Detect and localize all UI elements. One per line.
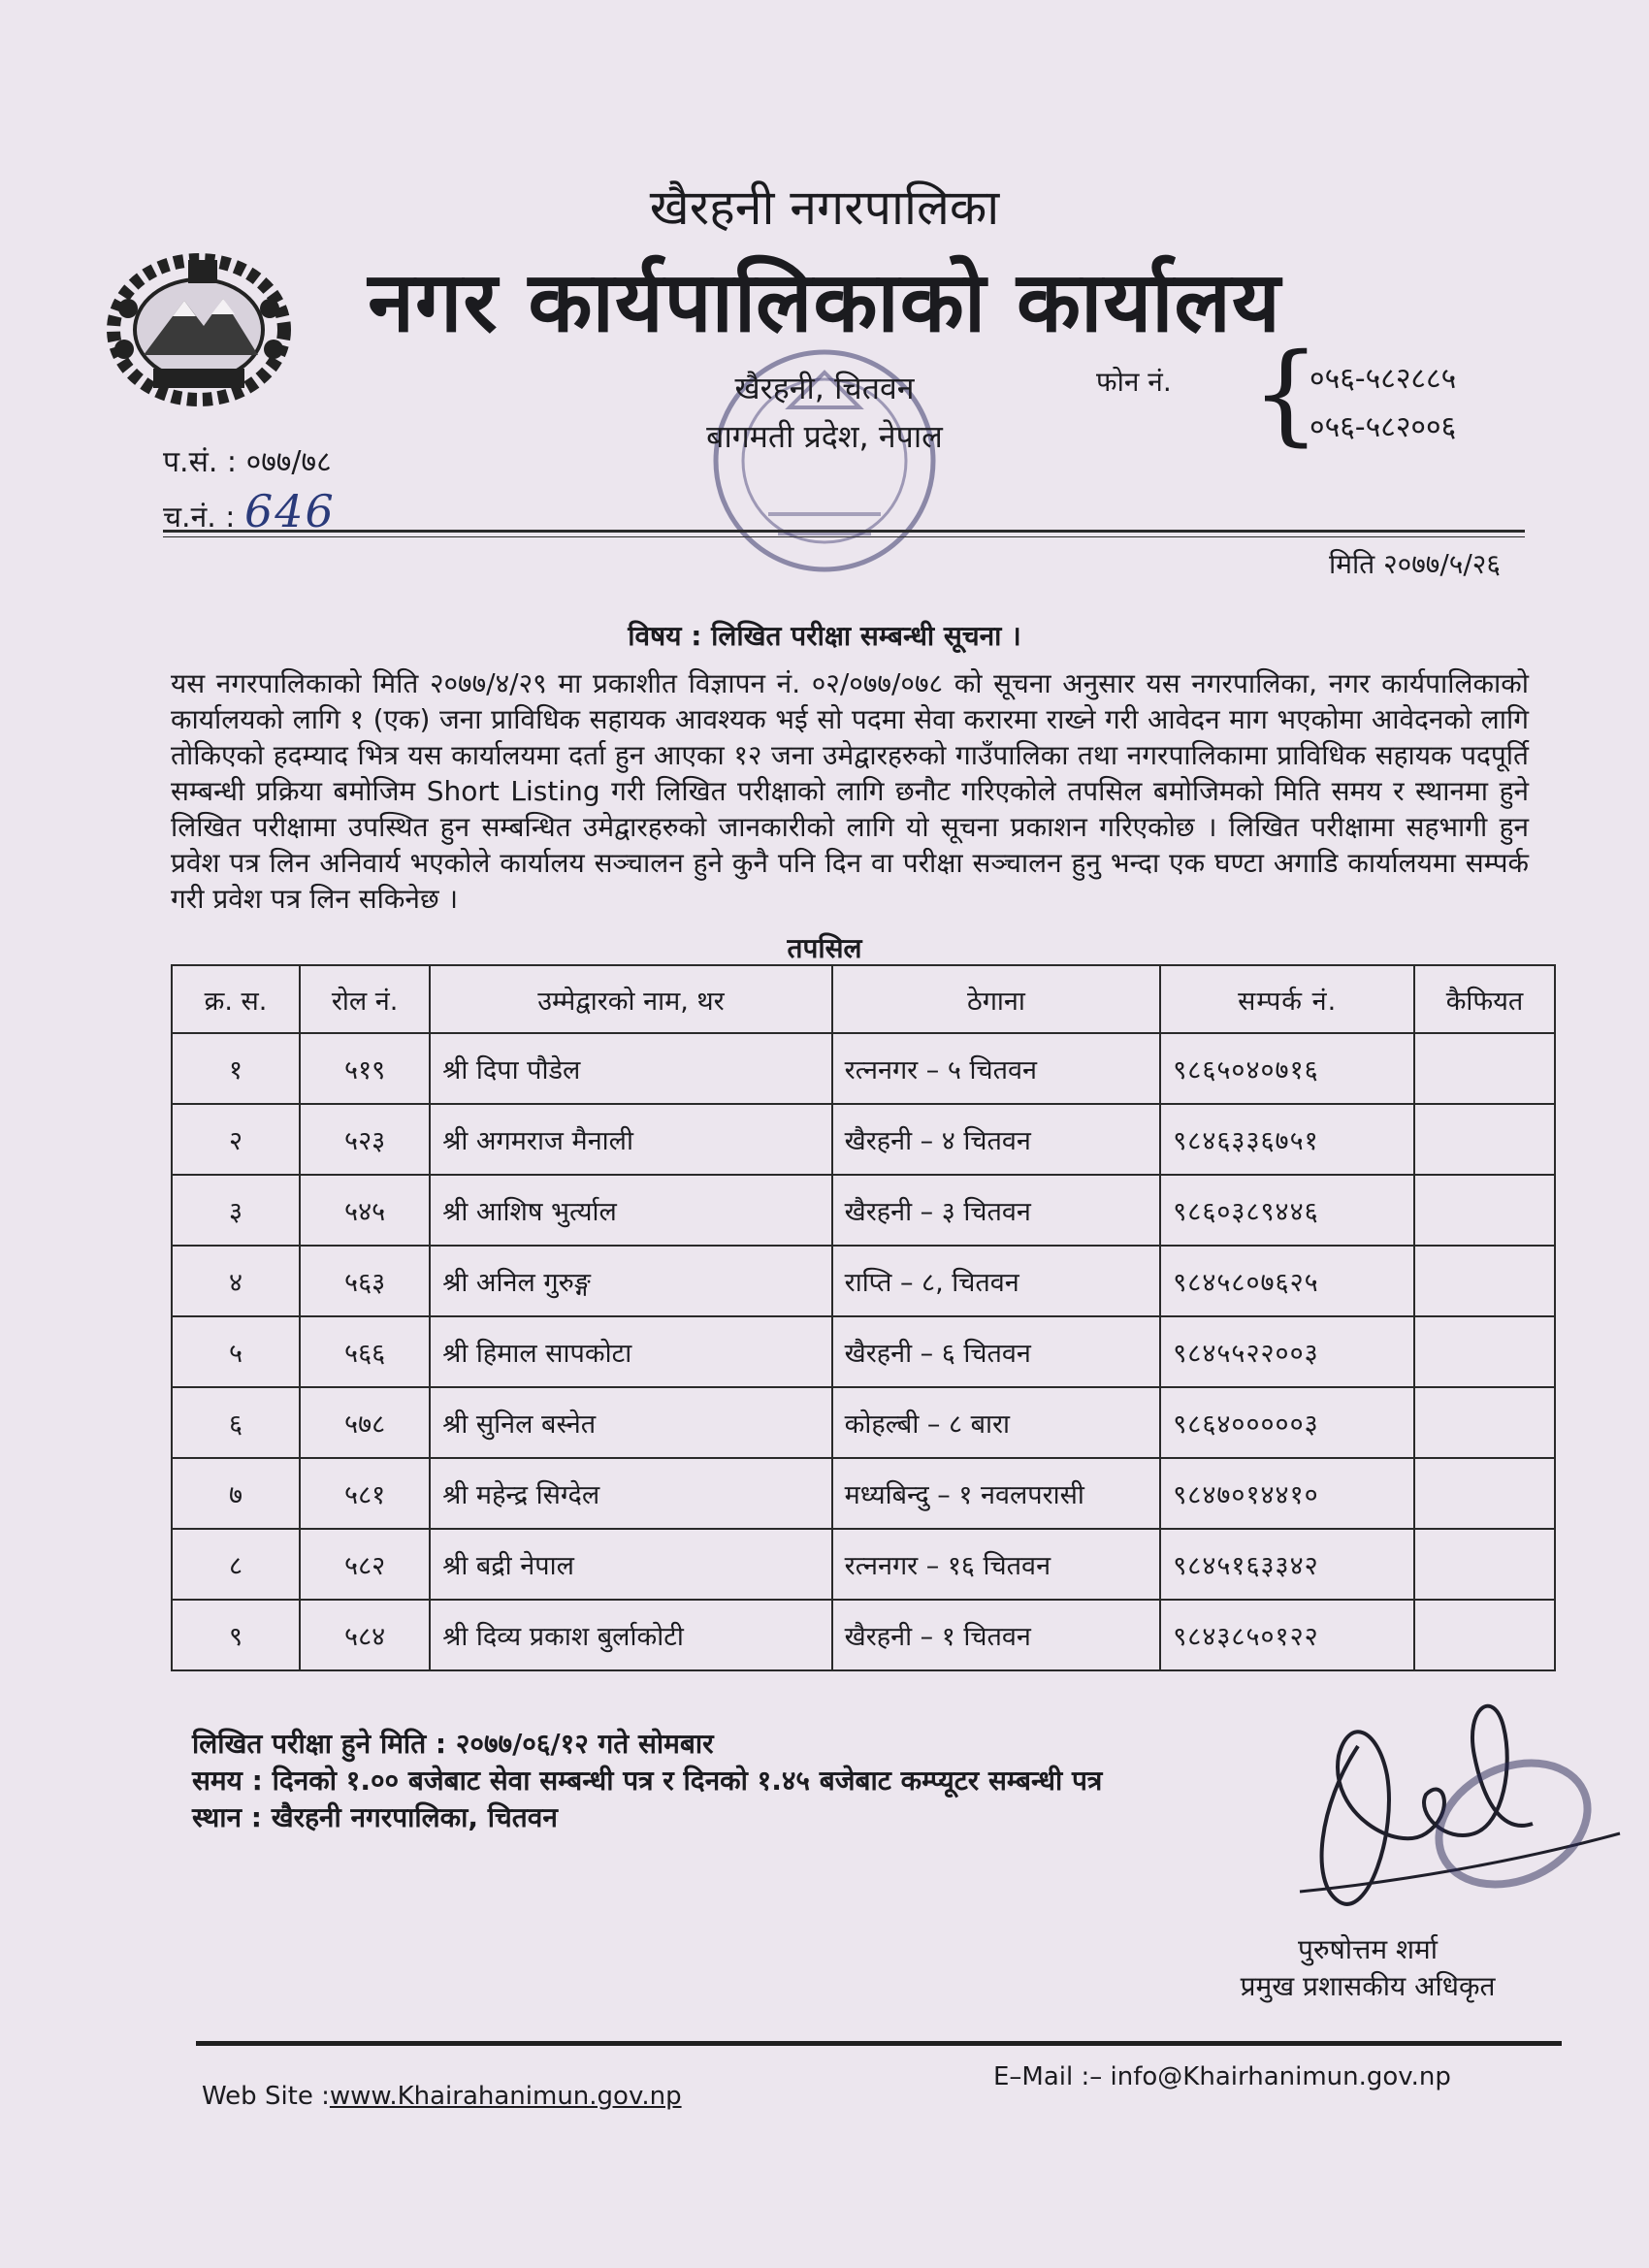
table-row [172,1175,1555,1246]
table-row [172,1316,1555,1387]
cell-roll: ५८४ [300,1600,430,1670]
cell-address: मध्यबिन्दु – १ नवलपरासी [832,1458,1161,1529]
table-row [172,1033,1555,1104]
cell-serial: १ [172,1033,300,1104]
cell-address: खैरहनी – ६ चितवन [832,1316,1161,1387]
cell-name: श्री हिमाल सापकोटा [430,1316,831,1387]
cell-serial: ३ [172,1175,300,1246]
cell-roll: ५१९ [300,1033,430,1104]
table-row [172,1529,1555,1600]
cell-serial: ८ [172,1529,300,1600]
signatory-name: पुरुषोत्तम शर्मा [1297,1933,1439,1965]
exam-date: लिखित परीक्षा हुने मिति : २०७७/०६/१२ गते सोमबार [192,1728,714,1760]
cell-name: श्री अनिल गुरुङ्ग [430,1246,831,1316]
signatory-title: प्रमुख प्रशासकीय अधिकृत [1240,1970,1496,2002]
table-row [172,1458,1555,1529]
table-row [172,1104,1555,1175]
cell-contact: ९८४५१६३३४२ [1160,1529,1414,1600]
exam-venue: स्थान : खैरहनी नगरपालिका, चितवन [192,1801,558,1833]
table-row [172,1600,1555,1670]
header-contact: सम्पर्क नं. [1160,965,1414,1033]
dispatch-label: च.नं. : [163,501,236,535]
header-remarks: कैफियत [1414,965,1555,1033]
cell-roll: ५७८ [300,1387,430,1458]
cell-address: खैरहनी – ४ चितवन [832,1104,1161,1175]
cell-remarks [1414,1316,1555,1387]
header-divider [163,530,1525,533]
address-line-2: बागमती प्रदेश, नेपाल [706,418,943,455]
cell-remarks [1414,1387,1555,1458]
signature-icon [1280,1688,1630,1940]
cell-remarks [1414,1458,1555,1529]
cell-roll: ५८२ [300,1529,430,1600]
reference-number [163,440,332,480]
cell-name: श्री सुनिल बस्नेत [430,1387,831,1458]
cell-contact: ९८६४०००००३ [1160,1387,1414,1458]
municipality-name: खैरहनी नगरपालिका [649,179,1000,236]
cell-name: श्री दिपा पौडेल [430,1033,831,1104]
website [202,2082,682,2111]
cell-address: राप्ति – ८, चितवन [832,1246,1161,1316]
footer-divider [196,2041,1562,2046]
cell-remarks [1414,1246,1555,1316]
cell-name: श्री आशिष भुर्त्याल [430,1175,831,1246]
reference-value: ०७७/७८ [245,445,332,479]
reference-label: प.सं. : [163,445,238,479]
notice-body: यस नगरपालिकाको मिति २०७७/४/२९ मा प्रकाशीत विज्ञापन नं. ०२/०७७/०७८ को सूचना अनुसार यस नगरपालिका, नगर कार्यपालिकाको कार्यालयको लागि १ (एक) जना प्राविधिक सहायक आवश्यक भई सो पदमा सेवा करारमा राख्ने गरी आवेदन माग भएकोमा आवेदनको लागि तोकिएको हदम्याद भित्र यस कार्यालयमा दर्ता हुन आएका १२ जना उमेद्वारहरुको गाउँपालिका तथा नगरपालिकामा प्राविधिक सहायक पदपूर्ति सम्बन्धी प्रक्रिया बमोजिम Short Listing गरी लिखित परीक्षाको लागि छनौट गरिएकोले तपसिल बमोजिमको मिति समय र स्थानमा हुने लिखित परीक्षामा उपस्थित हुन सम्बन्धित उमेद्वारहरुको जानकारीको लागि यो सूचना प्रकाशन गरिएकोछ । लिखित परीक्षामा सहभागी हुन प्रवेश पत्र लिन अनिवार्य भएकोले कार्यालय सञ्चालन हुने कुनै पनि दिन वा परीक्षा सञ्चालन हुनु भन्दा एक घण्टा अगाडि कार्यालयमा सम्पर्क गरी प्रवेश पत्र लिन सकिनेछ । [171,667,1529,915]
cell-roll: ५८१ [300,1458,430,1529]
exam-time: समय : दिनको १.०० बजेबाट सेवा सम्बन्धी पत्र र दिनको १.४५ बजेबाट कम्प्यूटर सम्बन्धी पत्र [192,1765,1103,1797]
cell-serial: ६ [172,1387,300,1458]
cell-roll: ५६३ [300,1246,430,1316]
table-row [172,1387,1555,1458]
table-title: तपसिल [787,932,862,964]
cell-serial: ५ [172,1316,300,1387]
table-body [172,1033,1555,1670]
cell-address: कोहल्बी – ८ बारा [832,1387,1161,1458]
cell-contact: ९८४७०१४४१० [1160,1458,1414,1529]
cell-name: श्री दिव्य प्रकाश बुर्लाकोटी [430,1600,831,1670]
header-roll: रोल नं. [300,965,430,1033]
cell-contact: ९८४३८५०१२२ [1160,1600,1414,1670]
cell-contact: ९८४५८०७६२५ [1160,1246,1414,1316]
header-address: ठेगाना [832,965,1161,1033]
cell-name: श्री बद्री नेपाल [430,1529,831,1600]
address-line-1: खैरहनी, चितवन [734,370,915,406]
candidate-table [171,964,1556,1671]
table-row [172,1246,1555,1316]
office-name: नगर कार्यपालिकाको कार्यालय [368,254,1281,351]
cell-address: रत्ननगर – ५ चितवन [832,1033,1161,1104]
cell-address: रत्ननगर – १६ चितवन [832,1529,1161,1600]
cell-name: श्री महेन्द्र सिग्देल [430,1458,831,1529]
cell-contact: ९८६५०४०७१६ [1160,1033,1414,1104]
phone-number-2: ०५६-५८२००६ [1310,410,1457,444]
cell-remarks [1414,1529,1555,1600]
cell-serial: ९ [172,1600,300,1670]
cell-remarks [1414,1600,1555,1670]
header-serial: क्र. स. [172,965,300,1033]
header-divider-thin [163,536,1525,537]
notice-date: मिति २०७७/५/२६ [1329,548,1501,580]
phone-brace: { [1251,331,1321,457]
website-label: Web Site : [202,2082,330,2111]
cell-serial: २ [172,1104,300,1175]
cell-serial: ७ [172,1458,300,1529]
cell-serial: ४ [172,1246,300,1316]
cell-remarks [1414,1104,1555,1175]
cell-remarks [1414,1033,1555,1104]
cell-contact: ९८६०३८९४४६ [1160,1175,1414,1246]
email-address[interactable]: E–Mail :– info@Khairhanimun.gov.np [993,2062,1451,2091]
table-header-row [172,965,1555,1033]
header-name: उम्मेद्वारको नाम, थर [430,965,831,1033]
website-link[interactable]: www.Khairahanimun.gov.np [329,2082,682,2111]
notice-subject: विषय : लिखित परीक्षा सम्बन्धी सूचना । [628,620,1021,652]
cell-contact: ९८४५५२२००३ [1160,1316,1414,1387]
cell-address: खैरहनी – १ चितवन [832,1600,1161,1670]
cell-roll: ५४५ [300,1175,430,1246]
phone-number-1: ०५६-५८२८८५ [1310,362,1457,396]
phone-label: फोन नं. [1096,366,1172,398]
cell-contact: ९८४६३३६७५१ [1160,1104,1414,1175]
cell-name: श्री अगमराज मैनाली [430,1104,831,1175]
cell-remarks [1414,1175,1555,1246]
cell-address: खैरहनी – ३ चितवन [832,1175,1161,1246]
cell-roll: ५६६ [300,1316,430,1387]
cell-roll: ५२३ [300,1104,430,1175]
dispatch-value: 646 [243,485,336,537]
